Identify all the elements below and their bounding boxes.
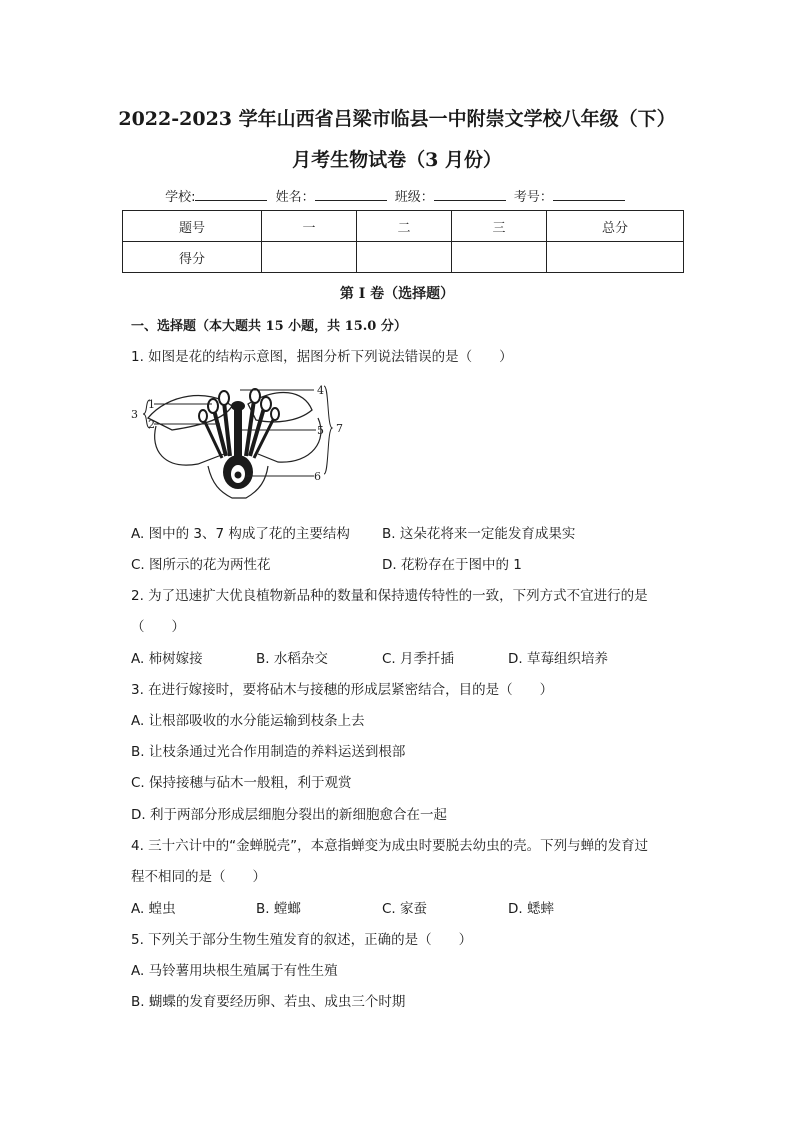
q3-option-a[interactable]: A. 让根部吸收的水分能运输到枝条上去 (131, 713, 365, 729)
name-blank[interactable] (315, 188, 387, 201)
class-label: 班级： (394, 190, 434, 205)
score-cell[interactable] (262, 242, 357, 273)
exam-title-line1: 2022-2023 学年山西省吕梁市临县一中附崇文学校八年级（下） (118, 108, 676, 130)
question-1-stem: 1. 如图是花的结构示意图，据图分析下列说法错误的是（ ） (131, 349, 513, 365)
q4-option-a[interactable]: A. 蝗虫 (131, 901, 176, 917)
q3-option-d[interactable]: D. 利于两部分形成层细胞分裂出的新细胞愈合在一起 (131, 807, 447, 823)
q1-option-a[interactable]: A. 图中的 3、7 构成了花的主要结构 (131, 526, 350, 542)
q2-option-b[interactable]: B. 水稻杂交 (256, 651, 328, 667)
score-cell[interactable] (357, 242, 452, 273)
q2-option-d[interactable]: D. 草莓组织培养 (508, 651, 608, 667)
q4-option-d[interactable]: D. 蟋蟀 (508, 901, 554, 917)
figure-label-5: 5 (317, 424, 324, 437)
section-title: 第 I 卷（选择题） (339, 286, 455, 302)
score-header-cell: 题号 (123, 211, 262, 242)
q4-option-c[interactable]: C. 家蚕 (382, 901, 428, 917)
exam-title-line2: 月考生物试卷（3 月份） (292, 149, 502, 171)
question-3-stem: 3. 在进行嫁接时，要将砧木与接穗的形成层紧密结合，目的是（ ） (131, 682, 554, 698)
school-label: 学校: (165, 190, 196, 205)
score-row-label: 得分 (123, 242, 262, 273)
q3-option-c[interactable]: C. 保持接穗与砧木一般粗，利于观赏 (131, 775, 352, 791)
flower-structure-diagram (128, 380, 358, 504)
score-table-score-row (123, 242, 684, 273)
question-4-stem: 4. 三十六计中的“金蝉脱壳”，本意指蝉变为成虫时要脱去幼虫的壳。下列与蝉的发育过 (131, 838, 649, 854)
score-cell[interactable] (547, 242, 684, 273)
student-info-row (0, 186, 794, 205)
q2-option-c[interactable]: C. 月季扦插 (382, 651, 455, 667)
figure-label-7: 7 (336, 422, 343, 435)
q4-option-b[interactable]: B. 螳螂 (256, 901, 301, 917)
school-blank[interactable] (195, 188, 267, 201)
figure-label-1: 1 (148, 398, 155, 411)
q1-option-c[interactable]: C. 图所示的花为两性花 (131, 557, 271, 573)
score-header-cell: 二 (357, 211, 452, 242)
score-header-cell: 一 (262, 211, 357, 242)
q5-option-b[interactable]: B. 蝴蝶的发育要经历卵、若虫、成虫三个时期 (131, 994, 406, 1010)
score-cell[interactable] (452, 242, 547, 273)
name-label: 姓名： (275, 190, 315, 205)
class-blank[interactable] (434, 188, 506, 201)
score-header-cell: 三 (452, 211, 547, 242)
q5-option-a[interactable]: A. 马铃薯用块根生殖属于有性生殖 (131, 963, 338, 979)
question-2-stem-cont: （ ） (131, 619, 185, 635)
q1-option-b[interactable]: B. 这朵花将来一定能发育成果实 (382, 526, 576, 542)
number-label: 考号： (513, 190, 553, 205)
q1-option-d[interactable]: D. 花粉存在于图中的 1 (382, 557, 522, 573)
question-2-stem: 2. 为了迅速扩大优良植物新品种的数量和保持遗传特性的一致，下列方式不宜进行的是 (131, 588, 648, 604)
figure-label-3: 3 (131, 408, 138, 421)
score-table (122, 210, 684, 273)
q3-option-b[interactable]: B. 让枝条通过光合作用制造的养料运送到根部 (131, 744, 406, 760)
q2-option-a[interactable]: A. 柿树嫁接 (131, 651, 203, 667)
number-blank[interactable] (553, 188, 625, 201)
question-4-stem-cont: 程不相同的是（ ） (131, 869, 266, 885)
score-table-header-row (123, 211, 684, 242)
figure-label-2: 2 (148, 418, 155, 431)
score-header-cell: 总分 (547, 211, 684, 242)
figure-label-4: 4 (317, 384, 324, 397)
part-heading: 一、选择题（本大题共 15 小题，共 15.0 分） (131, 319, 407, 334)
question-5-stem: 5. 下列关于部分生物生殖发育的叙述，正确的是（ ） (131, 932, 473, 948)
figure-label-6: 6 (314, 470, 321, 483)
